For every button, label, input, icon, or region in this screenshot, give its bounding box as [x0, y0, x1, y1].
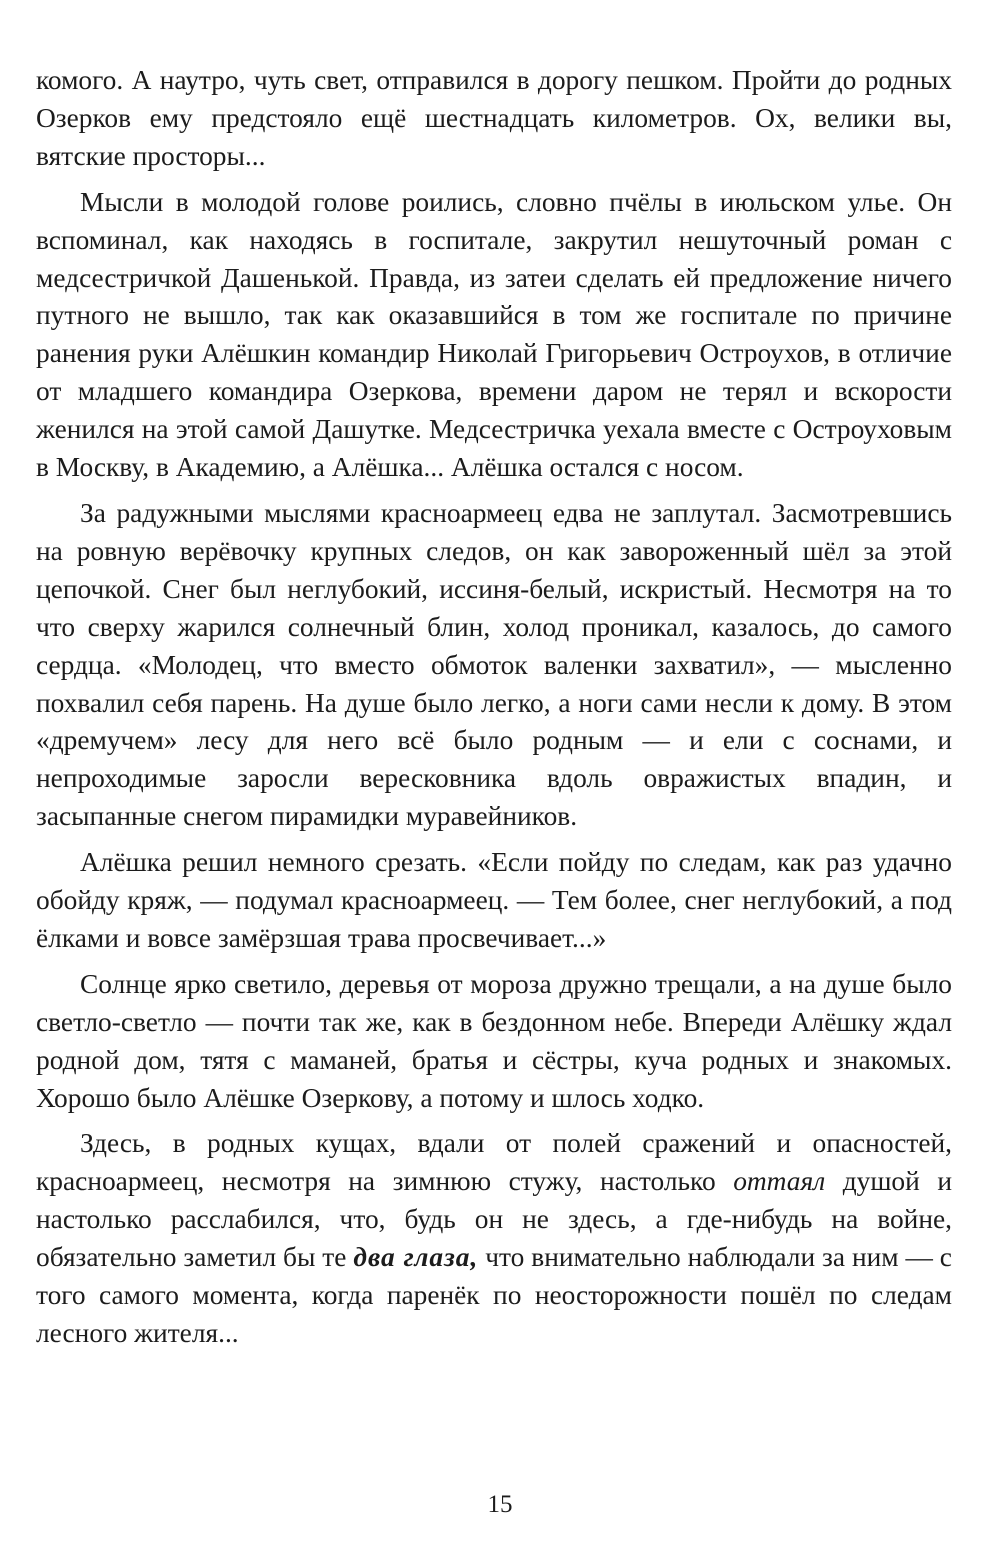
paragraph: комого. А наутро, чуть свет, отправился в дорогу пешком. Пройти до родных Озерков ему предстояло ещё шестнадцать километров. Ох, велики вы, вятские просторы...: [36, 65, 952, 171]
paragraph: [36, 1125, 952, 1352]
paragraph: Солнце ярко светило, деревья от мороза дружно трещали, а на душе было светло-светло — почти так же, как в бездонном небе. Впереди Алёшку ждал родной дом, тятя с маманей, братья и сёстры, куча родных и знакомых. Хорошо было Алёшке Озеркову, а потому и шлось ходко.: [36, 968, 952, 1113]
italic-emphasis: оттаял: [733, 1166, 826, 1197]
book-page: [36, 62, 952, 1361]
paragraph: Мысли в молодой голове роились, словно пчёлы в июльском улье. Он вспоминал, как находясь в госпитале, закрутил нешуточный роман с медсестричкой Дашенькой. Правда, из затеи сделать ей предложение ничего путного не вышло, так как оказавшийся в том же госпитале по причине ранения руки Алёшкин командир Николай Григорьевич Остроухов, в отличие от младшего командира Озеркова, времени даром не терял и вскорости женился на этой самой Дашутке. Медсестричка уехала вместе с Остроуховым в Москву, в Академию, а Алёшка... Алёшка остался с носом.: [36, 186, 952, 483]
bold-emphasis: два глаза,: [353, 1242, 479, 1273]
paragraph: Алёшка решил немного срезать. «Если пойду по следам, как раз удачно обойду кряж, — подумал красноармеец. — Тем более, снег неглубокий, а под ёлками и вовсе замёрзшая трава просвечивает...»: [36, 847, 952, 953]
paragraph-text: душой и настолько расслабился, что, будь он не здесь, а где-нибудь на войне, обязательно заметил бы те: [36, 1166, 952, 1273]
paragraph: За радужными мыслями красноармеец едва не заплутал. Засмотревшись на ровную верёвочку крупных следов, он как завороженный шёл за этой цепочкой. Снег был неглубокий, иссиня-белый, искристый. Несмотря на то что сверху жарился солнечный блин, холод проникал, казалось, до самого сердца. «Молодец, что вместо обмоток валенки захватил», — мысленно похвалил себя парень. На душе было легко, а ноги сами несли к дому. В этом «дремучем» лесу для него всё было родным — и ели с соснами, и непроходимые заросли вересковника вдоль овражистых впадин, и засыпанные снегом пирамидки муравейников.: [36, 497, 952, 832]
page-number: 15: [487, 1491, 513, 1518]
paragraph-text: что внимательно наблюдали за ним — с того самого момента, когда паренёк по неосторожности пошёл по следам лесного жителя...: [36, 1242, 952, 1348]
paragraph-text: Здесь, в родных кущах, вдали от полей сражений и опасностей, красноармеец, несмотря на зимнюю стужу, настолько: [36, 1128, 952, 1197]
